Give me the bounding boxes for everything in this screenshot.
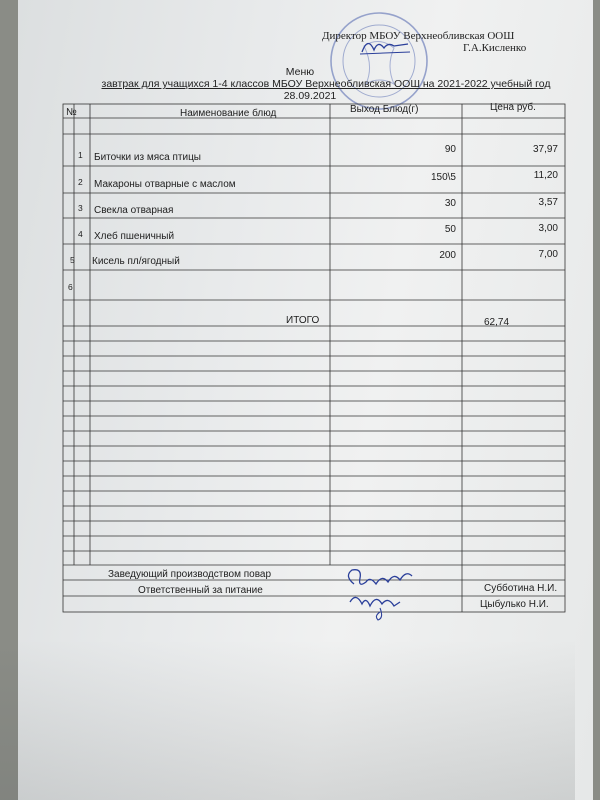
menu-date: 28.09.2021 [283,90,337,102]
dish-weight: 150\5 [430,172,456,183]
row-number: 5 [70,255,75,265]
dish-name: Макароны отварные с маслом [94,179,236,190]
dish-price: 11,20 [533,170,558,181]
row-number: 1 [78,150,83,160]
dish-name: Свекла отварная [94,205,174,216]
photo-shadow [0,640,575,800]
director-line: Директор МБОУ Верхнеобливская ООШ [322,30,515,42]
total-value: 62,74 [484,317,510,328]
row-number: 4 [78,229,83,239]
col-header-number: № [66,107,77,118]
chef-label: Заведующий производством повар [108,569,272,580]
chef-signature [340,566,420,622]
row-number: 6 [68,282,73,292]
col-header-dish: Наименование блюд [180,108,277,119]
col-header-weight: Выход Блюд(г) [350,104,419,115]
col-header-price: Цена руб. [490,102,536,113]
dish-weight: 30 [444,198,456,209]
row-number: 3 [78,203,83,213]
dish-price: 3,00 [538,223,558,234]
dish-name: Кисель пл/ягодный [92,256,180,267]
dish-name: Хлеб пшеничный [94,231,175,242]
total-label: ИТОГО [286,315,320,326]
dish-price: 3,57 [538,197,558,208]
director-name: Г.А.Кисленко [463,42,527,54]
dish-price: 7,00 [538,249,558,260]
row-number: 2 [78,177,83,187]
dish-weight: 200 [439,250,456,261]
dish-price: 37,97 [532,144,558,155]
dish-weight: 50 [444,224,456,235]
chef-name: Субботина Н.И. [484,583,558,594]
responsible-label: Ответственный за питание [138,585,263,596]
dish-name: Биточки из мяса птицы [94,152,201,163]
responsible-name: Цыбулько Н.И. [480,599,549,610]
dish-weight: 90 [444,144,456,155]
menu-title: Меню [285,66,315,78]
menu-subtitle: завтрак для учащихся 1-4 классов МБОУ Верхнеобливская ООШ на 2021-2022 учебный год [101,78,551,90]
